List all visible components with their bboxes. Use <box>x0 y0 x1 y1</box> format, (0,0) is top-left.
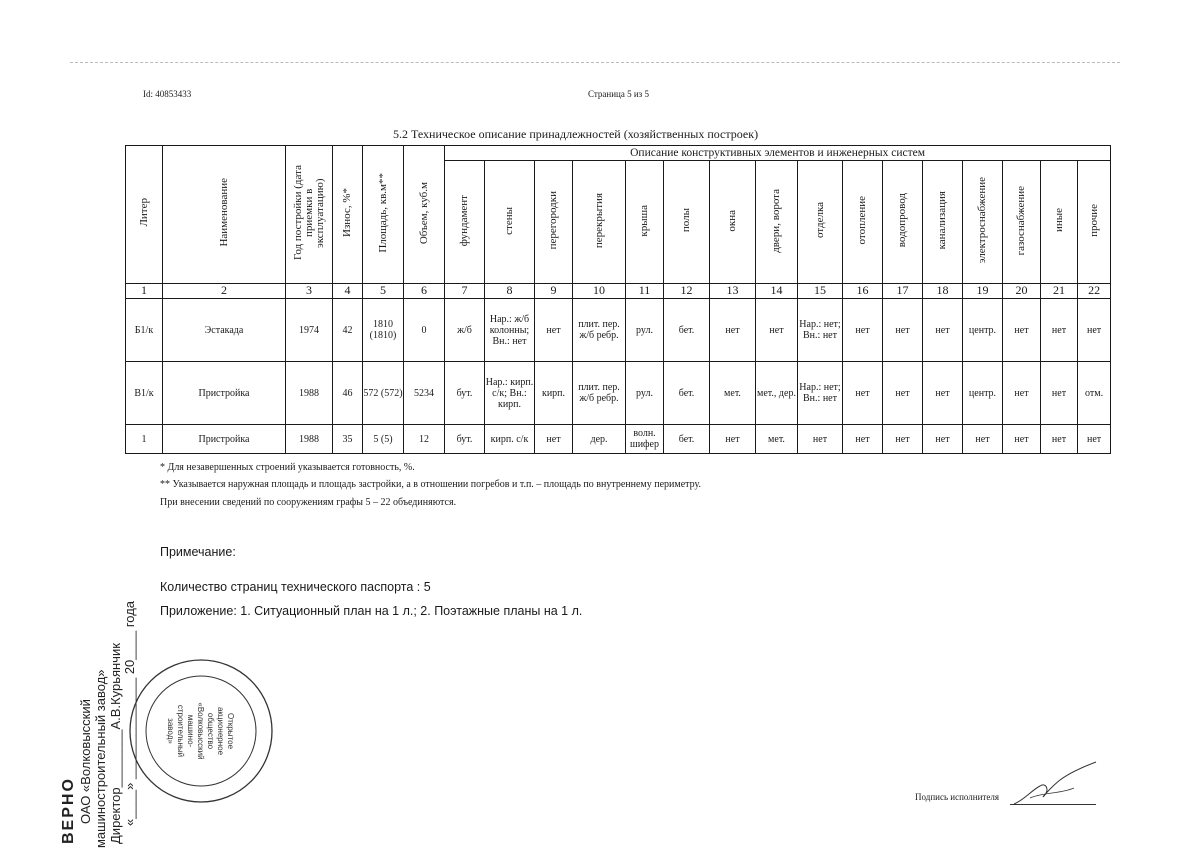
table-cell: Нар.: нет; Вн.: нет <box>798 362 843 425</box>
stamp-line: общество <box>206 712 215 750</box>
col-number: 7 <box>445 284 485 299</box>
stamp-line: завод» <box>166 718 175 744</box>
table-cell: нет <box>1003 362 1041 425</box>
col-header-12: полы <box>664 161 710 284</box>
table-cell: 572 (572) <box>363 362 404 425</box>
table-cell: нет <box>843 299 883 362</box>
table-cell: 12 <box>404 425 445 454</box>
col-header-8: стены <box>485 161 535 284</box>
col-number: 17 <box>883 284 923 299</box>
table-cell: Нар.: ж/б колонны; Вн.: нет <box>485 299 535 362</box>
table-cell: плит. пер. ж/б ребр. <box>573 299 626 362</box>
stamp-line: Открытое <box>226 712 235 750</box>
document-id: Id: 40853433 <box>143 89 192 99</box>
table-cell: нет <box>1078 425 1111 454</box>
table-row <box>126 299 1111 362</box>
col-number: 1 <box>126 284 163 299</box>
table-cell: 1 <box>126 425 163 454</box>
table-cell: 1810 (1810) <box>363 299 404 362</box>
table-cell: нет <box>883 299 923 362</box>
col-header-16: отопление <box>843 161 883 284</box>
signature-line <box>1010 804 1096 805</box>
col-number: 16 <box>843 284 883 299</box>
table-cell: Эстакада <box>163 299 286 362</box>
table-cell: нет <box>843 362 883 425</box>
footnote-area: ** Указывается наружная площадь и площадь застройки, а в отношении погребов и т.п. – площадь по внутреннему периметру. <box>160 479 702 490</box>
col-number: 9 <box>535 284 573 299</box>
col-number: 4 <box>333 284 363 299</box>
col-header-6: Объем, куб.м <box>404 146 445 284</box>
certification-block <box>60 584 136 854</box>
col-header-11: крыша <box>626 161 664 284</box>
col-number: 5 <box>363 284 404 299</box>
col-header-22: прочие <box>1078 161 1111 284</box>
table-cell: нет <box>843 425 883 454</box>
cert-org-line1: ОАО «Волковысский <box>78 699 93 824</box>
table-cell: нет <box>1003 299 1041 362</box>
table-cell: нет <box>923 362 963 425</box>
col-number: 2 <box>163 284 286 299</box>
table-cell: рул. <box>626 362 664 425</box>
table-cell: 42 <box>333 299 363 362</box>
col-header-7: фундамент <box>445 161 485 284</box>
note-title: Примечание: <box>160 545 236 559</box>
table-cell: рул. <box>626 299 664 362</box>
col-header-9: перегородки <box>535 161 573 284</box>
table-cell: бет. <box>664 299 710 362</box>
table-cell: Пристройка <box>163 362 286 425</box>
col-header-5: Площадь, кв.м** <box>363 146 404 284</box>
table-cell: нет <box>1041 362 1078 425</box>
table-cell: нет <box>710 299 756 362</box>
table-cell: мет., дер. <box>756 362 798 425</box>
table-cell: 1974 <box>286 299 333 362</box>
table-cell: бут. <box>445 425 485 454</box>
col-header-10: перекрытия <box>573 161 626 284</box>
table-cell: Нар.: кирп. с/к; Вн.: кирп. <box>485 362 535 425</box>
col-number: 10 <box>573 284 626 299</box>
table-cell: 0 <box>404 299 445 362</box>
pages-count: Количество страниц технического паспорта : 5 <box>160 580 431 594</box>
table-cell: плит. пер. ж/б ребр. <box>573 362 626 425</box>
col-number: 21 <box>1041 284 1078 299</box>
col-number: 8 <box>485 284 535 299</box>
stamp-line: машино- <box>186 714 195 748</box>
table-cell: Нар.: нет; Вн.: нет <box>798 299 843 362</box>
col-header-3: Год постройки (дата приемки в эксплуатацию) <box>286 146 333 284</box>
cert-director: Директор________А.В.Курьянчик <box>108 643 123 844</box>
col-header-19: электроснабжение <box>963 161 1003 284</box>
section-title: 5.2 Техническое описание принадлежностей (хозяйственных построек) <box>393 127 759 141</box>
table-cell: дер. <box>573 425 626 454</box>
col-number: 22 <box>1078 284 1111 299</box>
table-cell: нет <box>535 425 573 454</box>
table-cell: Б1/к <box>126 299 163 362</box>
technical-description-table <box>125 145 1111 454</box>
table-cell: нет <box>923 425 963 454</box>
footnote-structures: При внесении сведений по сооружениям графы 5 – 22 объединяются. <box>160 497 457 508</box>
table-row <box>126 362 1111 425</box>
table-cell: волн. шифер <box>626 425 664 454</box>
group-header: Описание конструктивных элементов и инженерных систем <box>445 146 1111 161</box>
table-cell: нет <box>535 299 573 362</box>
table-cell: 1988 <box>286 425 333 454</box>
col-number: 20 <box>1003 284 1041 299</box>
table-cell: нет <box>1041 299 1078 362</box>
stamp-line: строительный <box>176 704 185 758</box>
table-cell: нет <box>883 362 923 425</box>
column-number-row <box>126 284 1111 299</box>
col-header-20: газоснабжение <box>1003 161 1041 284</box>
signature-label: Подпись исполнителя <box>915 792 999 802</box>
col-number: 13 <box>710 284 756 299</box>
col-number: 14 <box>756 284 798 299</box>
footnote-readiness: * Для незавершенных строений указывается готовность, %. <box>160 462 415 473</box>
cert-verno: ВЕРНО <box>60 777 77 844</box>
col-header-14: двери, ворота <box>756 161 798 284</box>
table-cell: нет <box>923 299 963 362</box>
attachment-list: Приложение: 1. Ситуационный план на 1 л.; 2. Поэтажные планы на 1 л. <box>160 604 583 618</box>
table-row <box>126 425 1111 454</box>
table-cell: нет <box>710 425 756 454</box>
page-number: Страница 5 из 5 <box>588 89 649 99</box>
table-cell: нет <box>798 425 843 454</box>
col-number: 11 <box>626 284 664 299</box>
col-header-1: Литер <box>126 146 163 284</box>
table-cell: бет. <box>664 425 710 454</box>
table-cell: нет <box>1041 425 1078 454</box>
col-header-21: иные <box>1041 161 1078 284</box>
col-header-13: окна <box>710 161 756 284</box>
table-cell: ж/б <box>445 299 485 362</box>
col-number: 19 <box>963 284 1003 299</box>
table-cell: кирп. <box>535 362 573 425</box>
table-cell: 1988 <box>286 362 333 425</box>
col-number: 3 <box>286 284 333 299</box>
table-cell: бут. <box>445 362 485 425</box>
table-cell: нет <box>963 425 1003 454</box>
stamp-line: «Волковысский <box>196 702 205 760</box>
col-header-15: отделка <box>798 161 843 284</box>
table-cell: 5234 <box>404 362 445 425</box>
col-header-18: канализация <box>923 161 963 284</box>
col-header-2: Наименование <box>163 146 286 284</box>
col-number: 18 <box>923 284 963 299</box>
table-cell: нет <box>1078 299 1111 362</box>
table-cell: центр. <box>963 362 1003 425</box>
table-cell: бет. <box>664 362 710 425</box>
stamp-line: акционерное <box>216 706 225 756</box>
col-number: 12 <box>664 284 710 299</box>
table-cell: Пристройка <box>163 425 286 454</box>
table-cell: нет <box>883 425 923 454</box>
executor-signature <box>1010 760 1100 808</box>
table-cell: нет <box>1003 425 1041 454</box>
table-cell: нет <box>756 299 798 362</box>
cert-date: «____» ______________ 20____ года <box>122 600 137 826</box>
col-number: 6 <box>404 284 445 299</box>
table-cell: мет. <box>710 362 756 425</box>
table-cell: кирп. с/к <box>485 425 535 454</box>
scan-edge-rule <box>70 62 1120 63</box>
table-cell: мет. <box>756 425 798 454</box>
table-cell: В1/к <box>126 362 163 425</box>
table-cell: центр. <box>963 299 1003 362</box>
col-header-17: водопровод <box>883 161 923 284</box>
cert-org-line2: машиностроительный завод» <box>93 669 108 848</box>
col-number: 15 <box>798 284 843 299</box>
col-header-4: Износ, %* <box>333 146 363 284</box>
table-cell: 5 (5) <box>363 425 404 454</box>
table-cell: 35 <box>333 425 363 454</box>
table-cell: 46 <box>333 362 363 425</box>
company-stamp <box>126 656 276 806</box>
table-cell: отм. <box>1078 362 1111 425</box>
